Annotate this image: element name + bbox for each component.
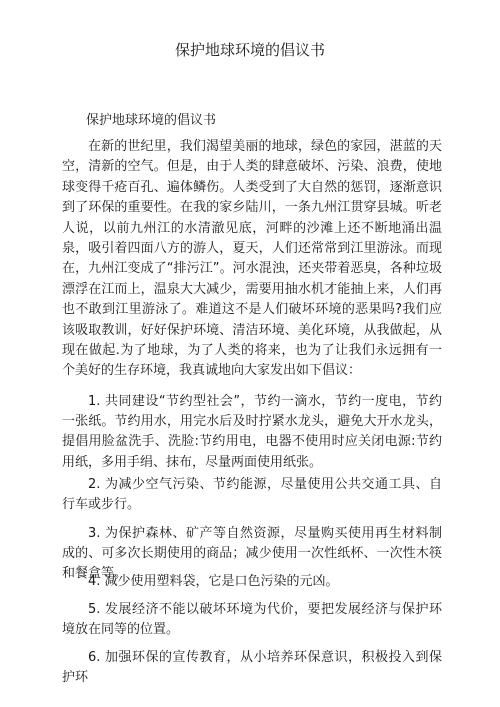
proposal-item-1: 1. 共同建设“节约型社会”，节约一滴水，节约一度电，节约一张纸。节约用水，用完水后及时拧紧水龙头，避免大开水龙头，提倡用脸盆洗手、洗脸:节约用电，电器不使用时应关闭电源:节约用纸，多用手绢、抹布，尽量两面使用纸张。 <box>62 394 442 470</box>
proposal-item-5: 5. 发展经济不能以破坏环境为代价，要把发展经济与保护环境放在同等的位置。 <box>62 602 442 638</box>
proposal-item-3: 3. 为保护森林、矿产等自然资源，尽量购买使用再生材料制成的、可多次长期使用的商品；减少使用一次性纸杯、一次性木筷和餐盒等。 <box>62 526 442 582</box>
document-subtitle: 保护地球环境的倡议书 <box>86 113 217 128</box>
intro-paragraph: 在新的世纪里，我们渴望美丽的地球，绿色的家园，湛蓝的天空，清新的空气。但是，由于人类的肆意破坏、污染、浪费，使地球变得千疮百孔、遍体鳞伤。人类受到了大自然的惩罚，逐渐意识到了环保的重要性。在我的家乡陆川，一条九州江贯穿县城。听老人说，以前九州江的水清澈见底，河畔的沙滩上还不断地涌出温泉，吸引着四面八方的游人，夏天，人们还常常到江里游泳。而现在，九州江变成了“排污江”。河水混浊，还夹带着恶臭，各种垃圾漂浮在江而上，温泉大大减少，需要用抽水机才能抽上来，人们再也不敢到江里游泳了。难道这不是人们破坏环境的恶果吗?我们应该吸取教训，好好保护环境、清洁环境、美化环境，从我做起，从现在做起.为了地球，为了人类的将来，也为了让我们永远拥有一个美好的生存环境，我真诚地向大家发出如下倡议： <box>62 139 442 379</box>
proposal-item-4: 4. 减少使用塑料袋，它是口色污染的元凶。 <box>88 574 339 589</box>
document-title: 保护地球环境的倡议书 <box>174 41 325 59</box>
proposal-item-2: 2. 为减少空气污染、节约能源，尽量使用公共交通工具、自行车或步行。 <box>62 477 442 513</box>
proposal-item-6: 6. 加强环保的宣传教育，从小培养环保意识，积极投入到保护环 <box>62 650 442 686</box>
